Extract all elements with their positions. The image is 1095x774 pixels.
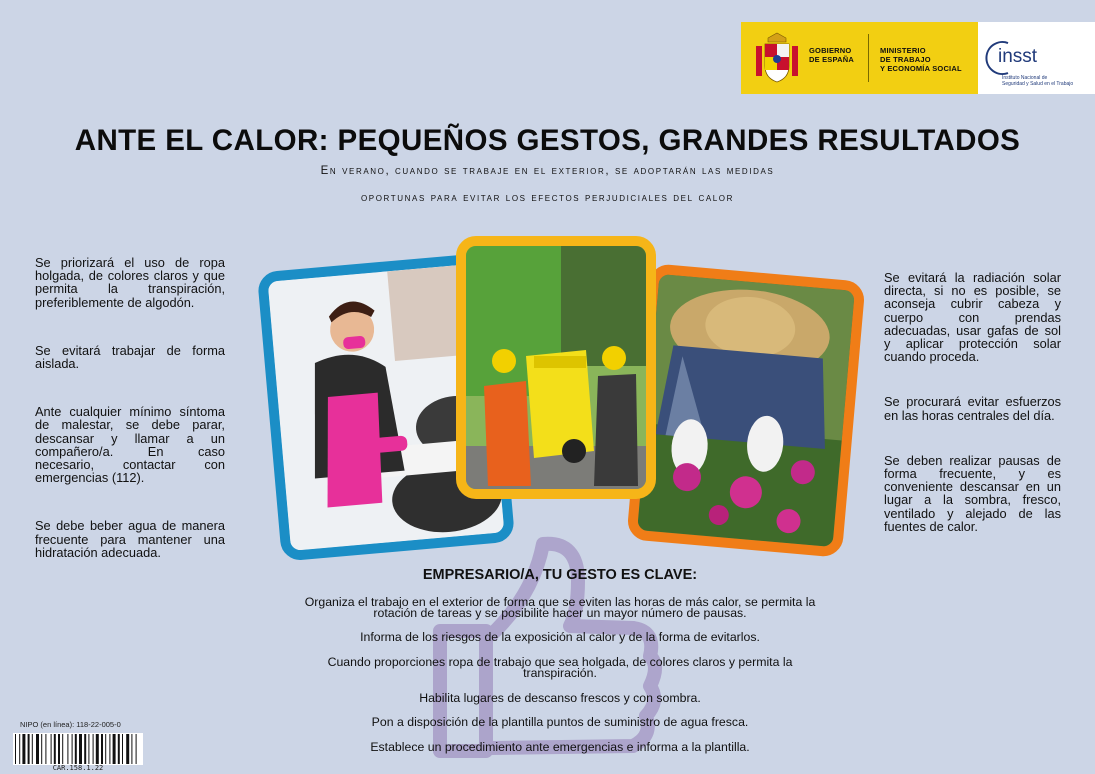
employer-item-inform: Informa de los riesgos de la exposición al calor y de la forma de evitarlos. <box>360 630 760 644</box>
employer-item-organize: Organiza el trabajo en el exterior de forma que se eviten las horas de más calor, se permita la rotación de tareas y se posibilite hacer un mayor número de pausas. <box>304 595 816 621</box>
left-advice-column <box>35 256 225 594</box>
employer-item-rest-areas: Habilita lugares de descanso frescos y con sombra. <box>419 691 701 705</box>
advice-hydration: Se debe beber agua de manera frecuente para mantener una hidratación adecuada. <box>35 518 225 560</box>
subtitle-line-1: En verano, cuando se trabaje en el exterior, se adoptarán las medidas <box>320 165 775 177</box>
poster-title: ANTE EL CALOR: PEQUEÑOS GESTOS, GRANDES RESULTADOS <box>74 124 1021 157</box>
insst-name: insst <box>998 46 1038 67</box>
advice-breaks: Se deben realizar pausas de forma frecuente, y es conveniente descansar en un lugar a la sombra, fresco, ventilado y alejado de las fuentes de calor. <box>884 452 1061 534</box>
employer-item-emergency: Establece un procedimiento ante emergencias e informa a la plantilla. <box>370 740 750 754</box>
advice-clothing: Se priorizará el uso de ropa holgada, de colores claros y que permita la transpiración, preferiblemente de algodón. <box>35 255 225 310</box>
advice-sun-protection: Se evitará la radiación solar directa, si no es posible, se aconseja cubrir cabeza y cuerpo con prendas adecuadas, usar gafas de sol y aplicar protección solar cuando proceda. <box>884 270 1061 365</box>
barcode-icon <box>13 733 143 765</box>
employer-heading: EMPRESARIO/A, TU GESTO ES CLAVE: <box>422 567 698 583</box>
photo-waste-workers <box>456 236 656 499</box>
insst-subtitle: Instituto Nacional de Seguridad y Salud en el Trabajo <box>1002 75 1074 87</box>
ministry-label: MINISTERIO DE TRABAJO Y ECONOMÍA SOCIAL <box>880 46 962 73</box>
barcode-number: CAR.158.1.22 <box>52 764 104 772</box>
advice-malaise: Ante cualquier mínimo síntoma de malestar, se debe parar, descansar y llamar a un compañero/a. En caso necesario, contactar con emergencias (112). <box>35 404 225 486</box>
employer-item-clothing: Cuando proporciones ropa de trabajo que sea holgada, de colores claros y permita la transpiración. <box>327 655 793 681</box>
subtitle-line-2: oportunas para evitar los efectos perjudiciales del calor <box>360 192 735 204</box>
employer-item-water: Pon a disposición de la plantilla puntos de suministro de agua fresca. <box>371 715 749 729</box>
government-label: GOBIERNO DE ESPAÑA <box>809 46 855 64</box>
logo-divider <box>868 34 869 82</box>
right-advice-column <box>884 271 1061 565</box>
photo-gardener-flowers <box>626 263 865 558</box>
advice-not-alone: Se evitará trabajar de forma aislada. <box>35 342 225 372</box>
nipo-code: NIPO (en línea): 118-22-005-0 <box>20 720 121 729</box>
advice-central-hours: Se procurará evitar esfuerzos en las horas centrales del día. <box>884 394 1061 423</box>
coat-of-arms-icon <box>754 32 800 84</box>
